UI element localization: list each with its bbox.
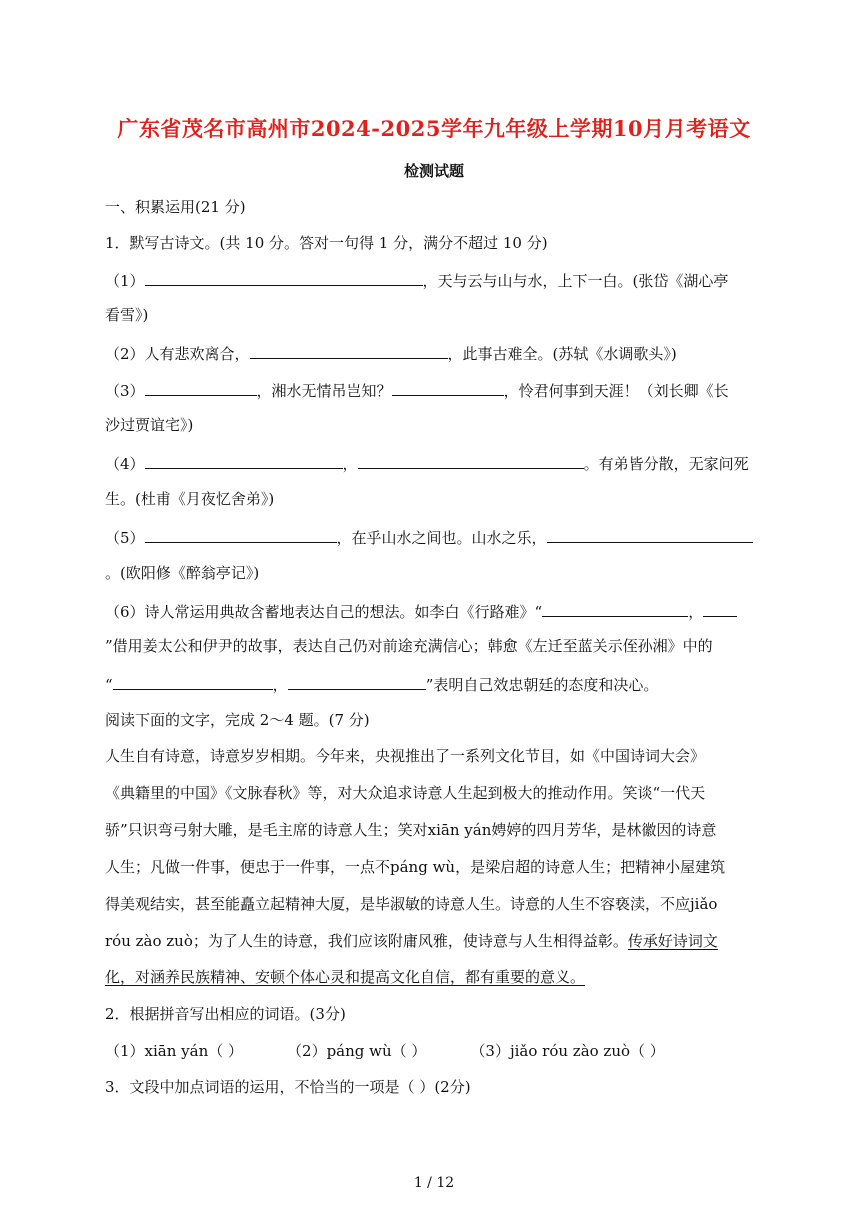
pinyin-item: （3）jiǎo róu zào zuò（ ）: [470, 1042, 665, 1060]
item-text: ，在乎山水之间也。山水之乐，: [336, 529, 547, 547]
question-1-item-1: [105, 269, 728, 291]
question-1-item-1-cont: 看雪》): [105, 306, 149, 324]
question-1-item-4-cont: 生。(杜甫《月夜忆舍弟》): [105, 490, 275, 508]
item-text: ，怜君何事到天涯！（刘长卿《长: [503, 382, 729, 400]
item-text: 。有弟皆分散，无家问死: [583, 455, 749, 473]
answer-blank[interactable]: [145, 379, 257, 396]
pinyin-item: （2）páng wù（ ）: [287, 1042, 427, 1060]
document-title: 广东省茂名市高州市2024-2025学年九年级上学期10月月考语文: [117, 116, 751, 141]
question-1-item-6-cont2: [105, 673, 658, 695]
passage-line: 人生自有诗意，诗意岁岁相期。今年来，央视推出了一系列文化节目，如《中国诗词大会》: [105, 747, 706, 765]
item-text: ”表明自己效忠朝廷的态度和决心。: [425, 676, 659, 694]
answer-blank[interactable]: [113, 673, 273, 690]
answer-blank[interactable]: [145, 526, 337, 543]
item-text: （2）人有悲欢离合，: [105, 345, 250, 363]
pinyin-item: （1）xiān yán（ ）: [105, 1042, 244, 1060]
underlined-sentence: 传承好诗词文: [627, 932, 718, 950]
item-text: ，: [272, 676, 288, 694]
item-text: ，天与云与山与水，上下一白。(张岱《湖心亭: [422, 272, 729, 290]
reading-intro: 阅读下面的文字，完成 2～4 题。(7 分): [105, 711, 370, 729]
item-number: （1）: [105, 272, 145, 290]
question-2-stem: 2．根据拼音写出相应的词语。(3分): [105, 1005, 346, 1023]
item-number: （5）: [105, 529, 145, 547]
underlined-sentence-cont: 化，对涵养民族精神、安顿个体心灵和提高文化自信，都有重要的意义。: [105, 968, 586, 986]
passage-line: 得美观结实，甚至能矗立起精神大厦，是毕淑敏的诗意人生。诗意的人生不容亵渎，不应jiǎo: [105, 895, 718, 913]
question-1-item-5: [105, 526, 753, 548]
question-1-item-6-cont: ”借用姜太公和伊尹的故事，表达自己仍对前途充满信心；韩愈《左迁至蓝关示侄孙湘》中的: [105, 637, 713, 655]
answer-blank[interactable]: [703, 600, 737, 617]
answer-blank[interactable]: [288, 673, 426, 690]
question-1-item-2: [105, 342, 677, 364]
passage-line: 骄”只识弯弓射大雕，是毛主席的诗意人生；笑对xiān yán娉婷的四月芳华，是林徽因的诗意: [105, 821, 717, 839]
question-1-item-3: [105, 379, 729, 401]
question-1-item-3-cont: 沙过贾谊宅》): [105, 416, 194, 434]
answer-blank[interactable]: [250, 342, 448, 359]
question-1-item-6: [105, 600, 737, 622]
section-heading: 一、积累运用(21 分): [105, 198, 246, 216]
item-text: “: [105, 676, 113, 694]
answer-blank[interactable]: [145, 452, 343, 469]
item-number: （3）: [105, 382, 145, 400]
item-number: （4）: [105, 455, 145, 473]
question-1-stem: 1．默写古诗文。(共 10 分。答对一句得 1 分，满分不超过 10 分): [105, 234, 548, 252]
passage-line: 《典籍里的中国》《文脉春秋》等，对大众追求诗意人生起到极大的推动作用。笑谈“一代天: [105, 784, 706, 802]
answer-blank[interactable]: [145, 269, 423, 286]
item-text: ，湘水无情吊岂知？: [256, 382, 392, 400]
question-2-options: [105, 1041, 665, 1061]
item-text: ，此事古难全。(苏轼《水调歌头》): [447, 345, 677, 363]
item-text: ，: [342, 455, 358, 473]
passage-text: róu zào zuò；为了人生的诗意，我们应该附庸风雅，使诗意与人生相得益彰。: [105, 932, 628, 950]
answer-blank[interactable]: [392, 379, 504, 396]
answer-blank[interactable]: [358, 452, 584, 469]
question-1-item-4: [105, 452, 749, 474]
question-3-stem: 3．文段中加点词语的运用，不恰当的一项是（ ）(2分): [105, 1078, 471, 1096]
question-1-item-5-cont: 。(欧阳修《醉翁亭记》): [105, 564, 260, 582]
item-text: （6）诗人常运用典故含蓄地表达自己的想法。如李白《行路难》“: [105, 603, 543, 621]
answer-blank[interactable]: [542, 600, 688, 617]
page-number: 1 / 12: [413, 1175, 455, 1191]
passage-line: 人生；凡做一件事，便忠于一件事，一点不páng wù，是梁启超的诗意人生；把精神小屋建筑: [105, 858, 726, 876]
passage-line: [105, 931, 718, 951]
answer-blank[interactable]: [547, 526, 753, 543]
item-text: ，: [688, 603, 704, 621]
document-subtitle: 检测试题: [403, 162, 464, 180]
